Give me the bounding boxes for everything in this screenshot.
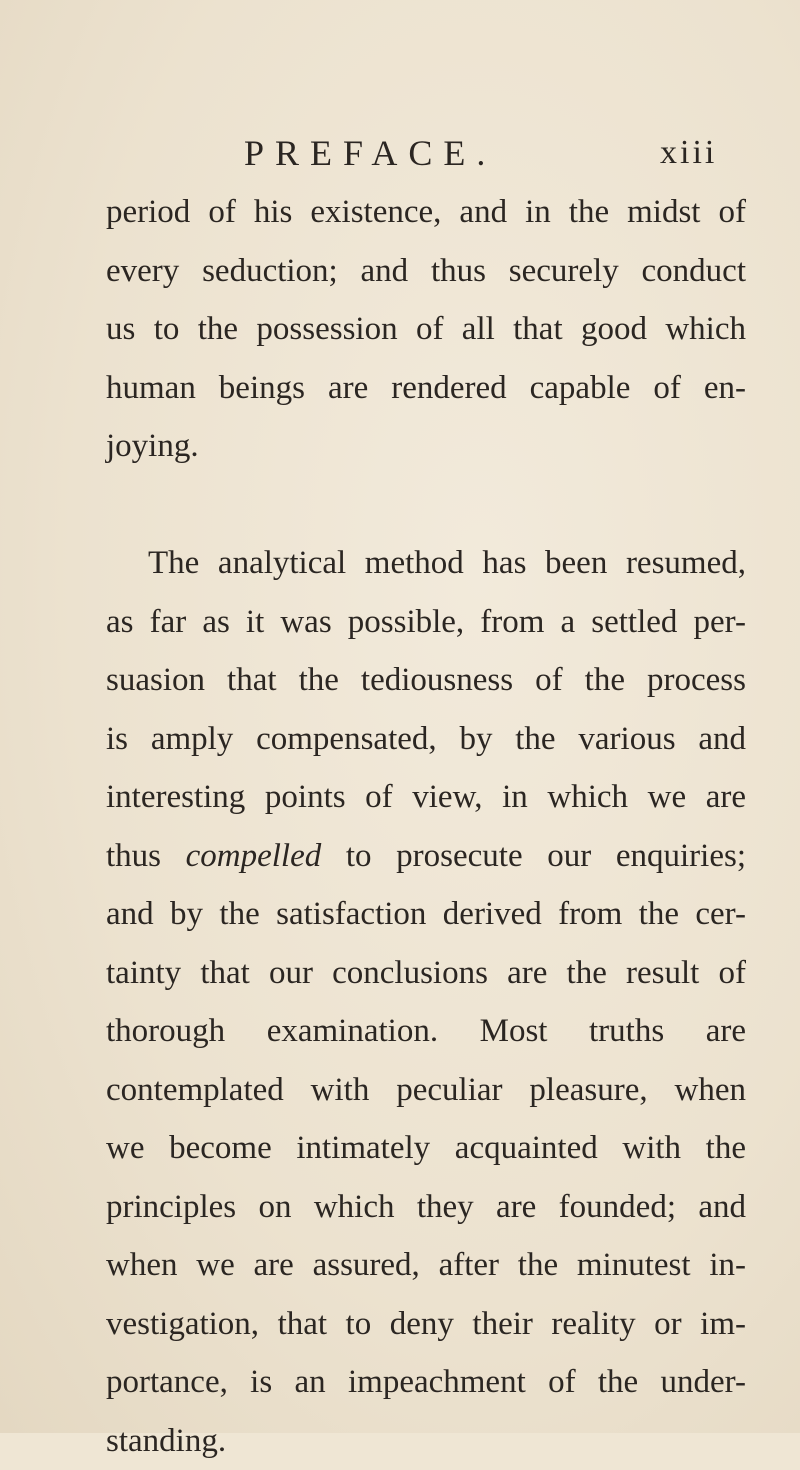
text-line: interesting points of view, in which we are bbox=[106, 768, 746, 827]
text-line: we become intimately acquainted with the bbox=[106, 1119, 746, 1178]
text-line: standing. bbox=[106, 1412, 746, 1470]
text-line: us to the possession of all that good which bbox=[106, 300, 746, 359]
page-number: xiii bbox=[660, 128, 717, 178]
paragraph-gap bbox=[106, 476, 746, 535]
text-line: vestigation, that to deny their reality or im- bbox=[106, 1295, 746, 1354]
paragraph-2 bbox=[106, 534, 746, 1470]
body-text bbox=[106, 183, 746, 1470]
running-head bbox=[0, 128, 800, 178]
text-line: contemplated with peculiar pleasure, when bbox=[106, 1061, 746, 1120]
text-line: is amply compensated, by the various and bbox=[106, 710, 746, 769]
text-line: The analytical method has been resumed, bbox=[106, 534, 746, 593]
text-line: thus compelled to prosecute our enquiries; bbox=[106, 827, 746, 886]
text-line: joying. bbox=[106, 417, 746, 476]
emphasis: compelled bbox=[186, 838, 322, 874]
text-line: and by the satisfaction derived from the cer- bbox=[106, 885, 746, 944]
text-line: principles on which they are founded; and bbox=[106, 1178, 746, 1237]
text-line: as far as it was possible, from a settled per- bbox=[106, 593, 746, 652]
text-line: portance, is an impeachment of the under- bbox=[106, 1353, 746, 1412]
paragraph-1 bbox=[106, 183, 746, 476]
text-line: when we are assured, after the minutest in- bbox=[106, 1236, 746, 1295]
text-line: period of his existence, and in the midst of bbox=[106, 183, 746, 242]
running-title: PREFACE. bbox=[244, 128, 496, 178]
text-line: thorough examination. Most truths are bbox=[106, 1002, 746, 1061]
text-line: every seduction; and thus securely conduct bbox=[106, 242, 746, 301]
text-line: human beings are rendered capable of en- bbox=[106, 359, 746, 418]
text-line: suasion that the tediousness of the process bbox=[106, 651, 746, 710]
text-line: tainty that our conclusions are the result of bbox=[106, 944, 746, 1003]
